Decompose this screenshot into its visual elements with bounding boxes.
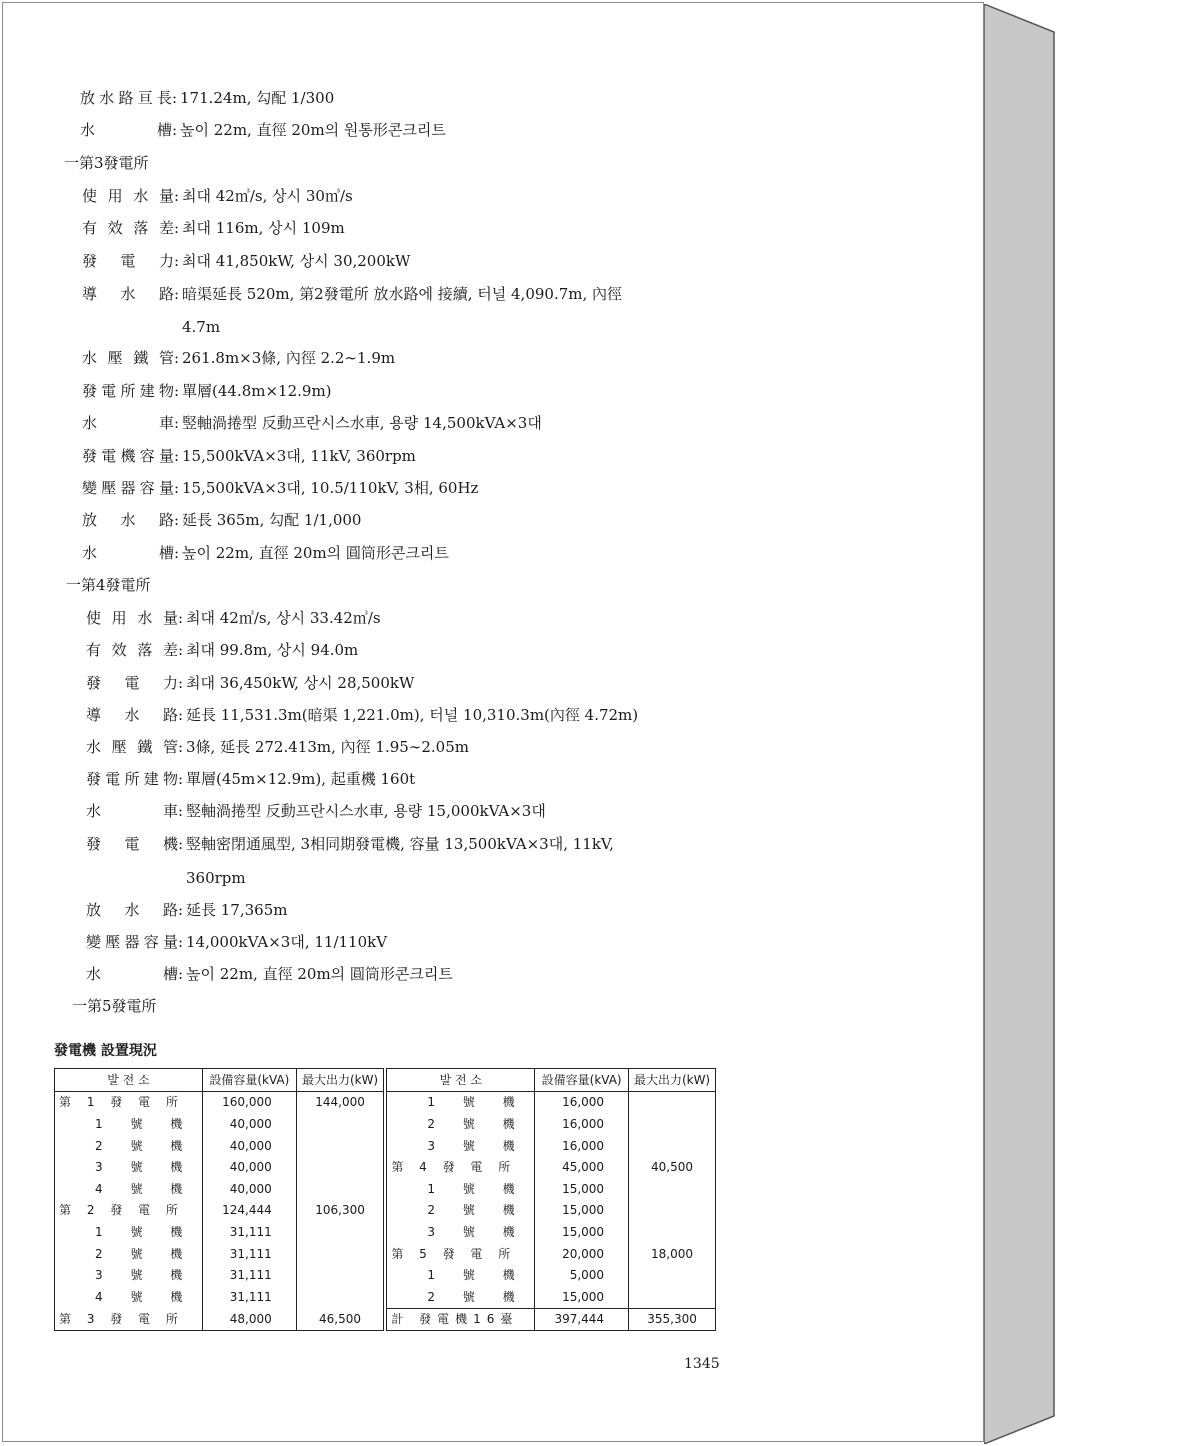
spec-line (86, 868, 246, 888)
spec-colon: : (174, 414, 180, 432)
spec-label: 發電機容量 (82, 447, 174, 465)
spec-colon: : (172, 121, 178, 139)
spec-colon: : (172, 89, 178, 107)
table-cell-b: 31,111 (202, 1264, 296, 1286)
table-cell-d: 3 號 機 (385, 1221, 534, 1243)
table-cell-c (296, 1264, 385, 1286)
spec-colon: : (178, 802, 184, 820)
spec-line (80, 120, 446, 140)
spec-label: 水壓鐵管 (82, 349, 174, 367)
spec-label: 水車 (86, 802, 178, 820)
table-cell-f: 355,300 (629, 1308, 716, 1331)
table-cell-a: 2 號 機 (95, 1246, 195, 1261)
spec-value: 261.8m×3條, 內徑 2.2∼1.9m (182, 349, 396, 367)
table-cell-a: 第 3 發 電 所 (59, 1312, 184, 1327)
table-row (55, 1156, 716, 1178)
spec-label: 導水路 (82, 285, 174, 303)
table-row (55, 1308, 716, 1331)
spec-line (82, 478, 478, 498)
table-cell-c (296, 1113, 385, 1135)
spec-line (80, 88, 334, 108)
spec-value: 單層(44.8m×12.9m) (182, 382, 332, 400)
table-cell-e: 16,000 (535, 1135, 629, 1157)
table-cell-f (629, 1135, 716, 1157)
spec-colon: : (178, 609, 184, 627)
table-cell-d: 1 號 機 (385, 1178, 534, 1200)
table-cell-e: 5,000 (535, 1264, 629, 1286)
table-cell-d: 2 號 機 (385, 1200, 534, 1222)
spec-value: 높이 22m, 直徑 20m의 원통形콘크리트 (180, 121, 446, 139)
section-heading-sec3: 一第3發電所 (64, 154, 149, 172)
table-cell-c (296, 1156, 385, 1178)
table-cell-c: 106,300 (296, 1200, 385, 1222)
table-cell-d: 2 號 機 (385, 1286, 534, 1308)
table-cell-a: 4 號 機 (95, 1289, 195, 1304)
th-output-right: 最大出力(kW) (629, 1069, 716, 1092)
spec-value: 최대 41,850kW, 상시 30,200kW (182, 252, 411, 270)
table-cell-e: 397,444 (535, 1308, 629, 1331)
th-capacity-left: 設備容量(kVA) (202, 1069, 296, 1092)
table-row (55, 1113, 716, 1135)
spec-line (86, 834, 614, 854)
spec-value: 높이 22m, 直徑 20m의 圓筒形콘크리트 (182, 544, 449, 562)
spec-label: 水車 (82, 414, 174, 432)
table-cell-b: 40,000 (202, 1113, 296, 1135)
spec-colon: : (174, 219, 180, 237)
table-cell-b: 48,000 (202, 1308, 296, 1331)
table-cell-e: 16,000 (535, 1091, 629, 1113)
table-row (55, 1091, 716, 1113)
table-cell-e: 20,000 (535, 1243, 629, 1265)
spec-value: 360rpm (186, 869, 246, 887)
spec-label: 水壓鐵管 (86, 738, 178, 756)
spec-value: 竪軸渦捲型 反動프란시스水車, 용량 15,000kVA×3대 (186, 802, 546, 820)
table-cell-d: 第 4 發 電 所 (385, 1156, 534, 1178)
table-cell-e: 15,000 (535, 1200, 629, 1222)
spec-line (86, 737, 469, 757)
spec-value: 최대 116m, 상시 109m (182, 219, 345, 237)
table-cell-c (296, 1286, 385, 1308)
table-cell-b: 160,000 (202, 1091, 296, 1113)
table-cell-b: 40,000 (202, 1135, 296, 1157)
table-cell-b: 31,111 (202, 1221, 296, 1243)
th-plant-right: 발 전 소 (385, 1069, 534, 1092)
spec-label: 使用水量 (82, 187, 174, 205)
spec-value: 15,500kVA×3대, 11kV, 360rpm (182, 447, 416, 465)
table-cell-d: 3 號 機 (385, 1135, 534, 1157)
table-caption: 發電機 設置現況 (54, 1043, 157, 1059)
table-cell-a: 3 號 機 (95, 1160, 195, 1175)
spec-label: 變壓器容量 (82, 479, 174, 497)
table-cell-c (296, 1178, 385, 1200)
table-row (55, 1264, 716, 1286)
spec-value: 최대 36,450kW, 상시 28,500kW (186, 674, 415, 692)
spec-value: 15,500kVA×3대, 10.5/110kV, 3相, 60Hz (182, 479, 479, 497)
spec-value: 單層(45m×12.9m), 起重機 160t (186, 770, 416, 788)
spec-colon: : (178, 674, 184, 692)
spec-line (86, 673, 414, 693)
table-cell-f: 40,500 (629, 1156, 716, 1178)
table-cell-c (296, 1135, 385, 1157)
spec-colon: : (178, 901, 184, 919)
table-cell-d: 計 發電機16臺 (385, 1308, 534, 1331)
table-cell-f (629, 1113, 716, 1135)
spec-label: 變壓器容量 (86, 933, 178, 951)
spec-colon: : (174, 187, 180, 205)
spec-line (82, 543, 449, 563)
spec-colon: : (178, 706, 184, 724)
section-heading-sec4: 一第4發電所 (66, 576, 151, 594)
spec-value: 竪軸渦捲型 反動프란시스水車, 용량 14,500kVA×3대 (182, 414, 542, 432)
spec-value: 최대 99.8m, 상시 94.0m (186, 641, 359, 659)
table-cell-a: 第 1 發 電 所 (59, 1095, 184, 1110)
spec-line (82, 381, 332, 401)
spec-colon: : (178, 641, 184, 659)
spec-line (82, 251, 410, 271)
spec-label: 放水路 (86, 901, 178, 919)
spec-line (82, 348, 395, 368)
table-cell-d: 1 號 機 (385, 1264, 534, 1286)
spec-label: 放水路 (82, 511, 174, 529)
spec-value: 4.7m (182, 318, 221, 336)
table-cell-d: 1 號 機 (385, 1091, 534, 1113)
table-cell-a: 3 號 機 (95, 1268, 195, 1283)
spec-colon: : (174, 349, 180, 367)
table-cell-a: 1 號 機 (95, 1224, 195, 1239)
spec-label: 發電所建物 (86, 770, 178, 788)
table-cell-c: 46,500 (296, 1308, 385, 1331)
spec-line (82, 446, 416, 466)
table-cell-f: 18,000 (629, 1243, 716, 1265)
spec-label: 水槽 (80, 121, 172, 139)
th-plant-left: 발 전 소 (55, 1069, 203, 1092)
spec-line (86, 640, 358, 660)
table-cell-c (296, 1243, 385, 1265)
spec-line (82, 218, 345, 238)
spec-colon: : (174, 447, 180, 465)
spec-label: 發電所建物 (82, 382, 174, 400)
table-cell-b: 124,444 (202, 1200, 296, 1222)
spec-colon: : (174, 382, 180, 400)
spec-line (82, 317, 220, 337)
table-cell-e: 15,000 (535, 1286, 629, 1308)
table-cell-f (629, 1286, 716, 1308)
table-cell-f (629, 1091, 716, 1113)
spec-line (82, 413, 542, 433)
spec-value: 延長 365m, 勾配 1/1,000 (182, 511, 362, 529)
spec-label: 發電力 (82, 252, 174, 270)
table-cell-b: 40,000 (202, 1156, 296, 1178)
spec-line (86, 900, 287, 920)
spec-line (82, 284, 622, 304)
spec-label: 有效落差 (82, 219, 174, 237)
spec-value: 최대 42㎥/s, 상시 30㎥/s (182, 187, 353, 205)
table-cell-f (629, 1178, 716, 1200)
spec-label: 有效落差 (86, 641, 178, 659)
table-cell-c: 144,000 (296, 1091, 385, 1113)
table-cell-b: 31,111 (202, 1243, 296, 1265)
spec-value: 3條, 延長 272.413m, 內徑 1.95∼2.05m (186, 738, 469, 756)
spec-colon: : (174, 479, 180, 497)
spec-line (86, 801, 546, 821)
table-row (55, 1286, 716, 1308)
spec-colon: : (178, 965, 184, 983)
spec-line (86, 705, 638, 725)
table-cell-a: 4 號 機 (95, 1181, 195, 1196)
table-row (55, 1200, 716, 1222)
table-cell-e: 45,000 (535, 1156, 629, 1178)
table-cell-e: 15,000 (535, 1221, 629, 1243)
spec-colon: : (174, 511, 180, 529)
spec-colon: : (174, 544, 180, 562)
spec-label: 使用水量 (86, 609, 178, 627)
table-cell-b: 40,000 (202, 1178, 296, 1200)
page-number: 1345 (684, 1356, 720, 1372)
th-capacity-right: 設備容量(kVA) (535, 1069, 629, 1092)
table-cell-a: 2 號 機 (95, 1138, 195, 1153)
table-row (55, 1221, 716, 1243)
table-cell-e: 15,000 (535, 1178, 629, 1200)
table-row (55, 1243, 716, 1265)
spec-line (86, 964, 453, 984)
table-cell-d: 第 5 發 電 所 (385, 1243, 534, 1265)
spec-label: 發電力 (86, 674, 178, 692)
spec-line (86, 608, 381, 628)
table-row (55, 1135, 716, 1157)
spec-line (82, 186, 353, 206)
spec-colon: : (174, 252, 180, 270)
spec-value: 延長 11,531.3m(暗渠 1,221.0m), 터널 10,310.3m(內徑 4.72m) (186, 706, 639, 724)
spec-line (86, 769, 415, 789)
spec-value: 높이 22m, 直徑 20m의 圓筒形콘크리트 (186, 965, 453, 983)
table-cell-d: 2 號 機 (385, 1113, 534, 1135)
spec-label: 導水路 (86, 706, 178, 724)
spec-value: 14,000kVA×3대, 11/110kV (186, 933, 388, 951)
spec-line (86, 932, 387, 952)
spec-value: 171.24m, 勾配 1/300 (180, 89, 335, 107)
spec-colon: : (178, 835, 184, 853)
table-cell-f (629, 1200, 716, 1222)
spec-value: 延長 17,365m (186, 901, 288, 919)
spec-colon: : (174, 285, 180, 303)
th-output-left: 最大出力(kW) (296, 1069, 385, 1092)
spec-colon: : (178, 738, 184, 756)
spec-label: 水槽 (82, 544, 174, 562)
section-heading-sec5: 一第5發電所 (72, 997, 157, 1015)
spec-value: 竪軸密閉通風型, 3相同期發電機, 容量 13,500kVA×3대, 11kV, (186, 835, 614, 853)
table-cell-b: 31,111 (202, 1286, 296, 1308)
table-cell-e: 16,000 (535, 1113, 629, 1135)
spec-label: 發電機 (86, 835, 178, 853)
spec-colon: : (178, 933, 184, 951)
table-cell-a: 第 2 發 電 所 (59, 1203, 184, 1218)
spec-colon: : (178, 770, 184, 788)
spec-value: 최대 42㎥/s, 상시 33.42㎥/s (186, 609, 381, 627)
table-row (55, 1178, 716, 1200)
spec-label: 水槽 (86, 965, 178, 983)
table-cell-a: 1 號 機 (95, 1116, 195, 1131)
spec-label: 放水路亘長 (80, 89, 172, 107)
spec-line (82, 510, 361, 530)
table-cell-f (629, 1264, 716, 1286)
table-cell-f (629, 1221, 716, 1243)
table-header-row (55, 1069, 716, 1092)
table-cell-c (296, 1221, 385, 1243)
generator-table (54, 1068, 716, 1331)
spec-value: 暗渠延長 520m, 第2發電所 放水路에 接續, 터널 4,090.7m, 內徑 (182, 285, 623, 303)
